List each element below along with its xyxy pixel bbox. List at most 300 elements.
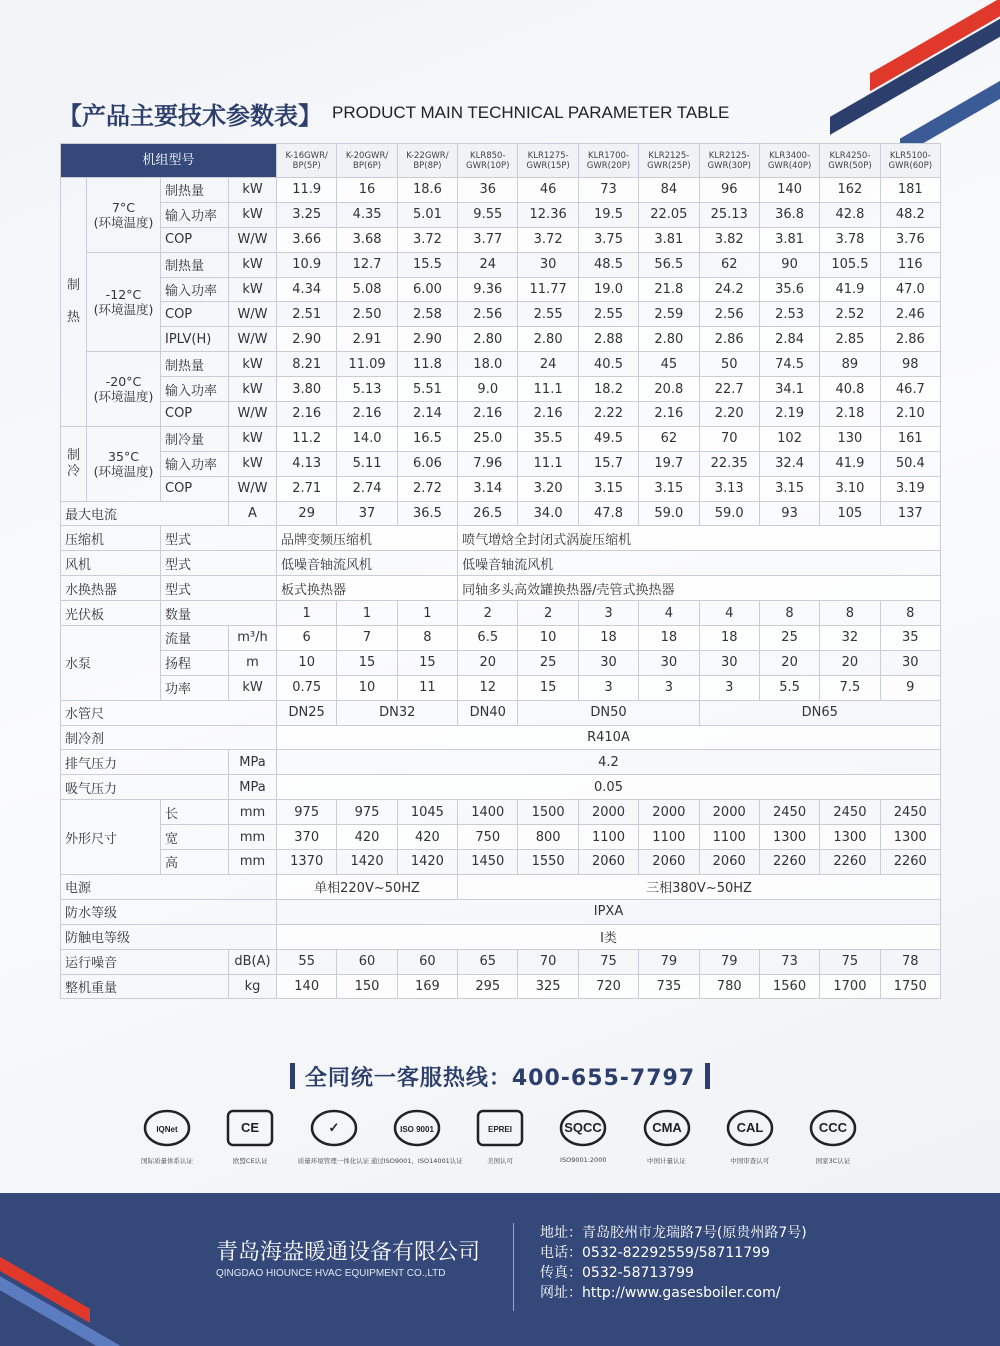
value-cell: R410A bbox=[277, 725, 941, 750]
value-cell: 2450 bbox=[759, 800, 819, 825]
value-cell: 5.01 bbox=[397, 202, 457, 227]
value-cell: 25 bbox=[518, 650, 578, 675]
table-row bbox=[61, 874, 941, 899]
value-cell: 49.5 bbox=[578, 426, 638, 451]
table-row bbox=[61, 426, 941, 451]
value-cell: 2.58 bbox=[397, 302, 457, 327]
cert-mark-icon bbox=[808, 1108, 858, 1148]
unit-cell: m bbox=[229, 650, 277, 675]
value-cell: 18 bbox=[639, 626, 699, 651]
unit-cell: mm bbox=[229, 825, 277, 850]
value-cell: 975 bbox=[337, 800, 397, 825]
sub-label: 型式 bbox=[161, 526, 277, 551]
cert-caption: 通过ISO9001、ISO14001认证 bbox=[370, 1157, 463, 1165]
model-header: KLR1275- GWR(15P) bbox=[518, 144, 578, 178]
unit-cell: W/W bbox=[229, 476, 277, 501]
unit-cell: W/W bbox=[229, 327, 277, 352]
value-cell: 12 bbox=[458, 675, 518, 700]
value-cell: 2260 bbox=[759, 850, 819, 875]
value-cell: 60 bbox=[337, 949, 397, 974]
table-row bbox=[61, 750, 941, 775]
value-cell: DN32 bbox=[337, 700, 458, 725]
value-cell: 10 bbox=[337, 675, 397, 700]
value-cell: 780 bbox=[699, 974, 759, 999]
value-cell: 15.5 bbox=[397, 252, 457, 277]
value-cell: 20 bbox=[820, 650, 880, 675]
value-cell: 15 bbox=[337, 650, 397, 675]
fax-text: 传真：0532-58713799 bbox=[540, 1265, 694, 1281]
sub-label: 数量 bbox=[161, 601, 277, 626]
footer-decoration bbox=[0, 1250, 130, 1346]
value-cell: 45 bbox=[639, 352, 699, 377]
value-cell: 19.0 bbox=[578, 277, 638, 302]
model-header: KLR1700- GWR(20P) bbox=[578, 144, 638, 178]
company-name-en: QINGDAO HIOUNCE HVAC EQUIPMENT CO.,LTD bbox=[216, 1268, 446, 1279]
param-name: 长 bbox=[161, 800, 229, 825]
param-name: COP bbox=[161, 476, 229, 501]
phone-text: 电话：0532-82292559/58711799 bbox=[540, 1245, 770, 1261]
value-cell: 9.36 bbox=[458, 277, 518, 302]
value-cell: 1100 bbox=[699, 825, 759, 850]
temp-condition: -12°C (环境温度) bbox=[87, 252, 161, 352]
unit-cell: W/W bbox=[229, 302, 277, 327]
unit-cell: kW bbox=[229, 178, 277, 203]
value-cell: 62 bbox=[699, 252, 759, 277]
value-cell: 6.5 bbox=[458, 626, 518, 651]
address-text: 地址：青岛胶州市龙瑞路7号(原贵州路7号) bbox=[540, 1225, 807, 1241]
value-cell: 62 bbox=[639, 426, 699, 451]
value-cell: 60 bbox=[397, 949, 457, 974]
value-cell: 169 bbox=[397, 974, 457, 999]
value-cell: 7 bbox=[337, 626, 397, 651]
table-row bbox=[61, 825, 941, 850]
hotline-text: 全同统一客服热线：400-655-7797 bbox=[304, 1065, 696, 1091]
value-cell: 102 bbox=[759, 426, 819, 451]
value-cell: 2.56 bbox=[699, 302, 759, 327]
certification-logos bbox=[130, 1108, 870, 1174]
value-cell: 25.13 bbox=[699, 202, 759, 227]
table-row bbox=[61, 850, 941, 875]
value-cell: 420 bbox=[397, 825, 457, 850]
value-cell: 4.2 bbox=[277, 750, 941, 775]
sub-label: 型式 bbox=[161, 576, 277, 601]
row-label: 防触电等级 bbox=[61, 924, 277, 949]
value-cell: 2.16 bbox=[518, 402, 578, 427]
value-cell: 11.1 bbox=[518, 451, 578, 476]
value-cell: 7.96 bbox=[458, 451, 518, 476]
value-cell: 161 bbox=[880, 426, 940, 451]
param-name: COP bbox=[161, 402, 229, 427]
row-label: 光伏板 bbox=[61, 601, 161, 626]
value-cell: 24 bbox=[518, 352, 578, 377]
value-cell: 32.4 bbox=[759, 451, 819, 476]
value-cell: 24 bbox=[458, 252, 518, 277]
param-name: 输入功率 bbox=[161, 277, 229, 302]
value-cell: 70 bbox=[699, 426, 759, 451]
cert-mark-icon bbox=[558, 1108, 608, 1148]
value-cell: 2060 bbox=[639, 850, 699, 875]
value-cell: 10 bbox=[518, 626, 578, 651]
value-cell: 32 bbox=[820, 626, 880, 651]
table-row bbox=[61, 700, 941, 725]
value-cell: 22.05 bbox=[639, 202, 699, 227]
value-cell: 720 bbox=[578, 974, 638, 999]
value-cell: 18 bbox=[699, 626, 759, 651]
value-cell: 79 bbox=[699, 949, 759, 974]
value-cell: 56.5 bbox=[639, 252, 699, 277]
table-row bbox=[61, 252, 941, 277]
value-cell: 4 bbox=[639, 601, 699, 626]
value-cell: 2000 bbox=[699, 800, 759, 825]
value-cell: 89 bbox=[820, 352, 880, 377]
table-row bbox=[61, 974, 941, 999]
cert-mark-icon bbox=[475, 1108, 525, 1148]
title-en: PRODUCT MAIN TECHNICAL PARAMETER TABLE bbox=[332, 103, 730, 122]
cert-caption: ISO9001:2000 bbox=[560, 1156, 607, 1164]
value-cell: 1750 bbox=[880, 974, 940, 999]
value-cell: 5.5 bbox=[759, 675, 819, 700]
unit-cell: MPa bbox=[229, 750, 277, 775]
value-cell: 2.16 bbox=[277, 402, 337, 427]
value-cell: 162 bbox=[820, 178, 880, 203]
value-cell: 40.8 bbox=[820, 377, 880, 402]
value-cell: 30 bbox=[639, 650, 699, 675]
value-cell: 34.0 bbox=[518, 501, 578, 526]
row-label: 吸气压力 bbox=[61, 775, 229, 800]
value-cell: 2.90 bbox=[277, 327, 337, 352]
value-cell: 8.21 bbox=[277, 352, 337, 377]
value-cell: 1560 bbox=[759, 974, 819, 999]
value-cell: 6.00 bbox=[397, 277, 457, 302]
row-label: 电源 bbox=[61, 874, 277, 899]
value-cell: 735 bbox=[639, 974, 699, 999]
table-row bbox=[61, 526, 941, 551]
value-cell: 2 bbox=[458, 601, 518, 626]
value-cell: 1 bbox=[397, 601, 457, 626]
value-cell: 11.8 bbox=[397, 352, 457, 377]
value-cell: 3.68 bbox=[337, 227, 397, 252]
table-row bbox=[61, 601, 941, 626]
value-cell: 3 bbox=[639, 675, 699, 700]
value-cell: 3.81 bbox=[759, 227, 819, 252]
unit-cell: kW bbox=[229, 352, 277, 377]
value-cell: 2.80 bbox=[458, 327, 518, 352]
website-link[interactable]: 网址：http://www.gasesboiler.com/ bbox=[540, 1285, 781, 1301]
value-cell: 30 bbox=[880, 650, 940, 675]
value-cell: 140 bbox=[277, 974, 337, 999]
cert-logo bbox=[297, 1108, 371, 1174]
value-cell: 36 bbox=[458, 178, 518, 203]
value-cell: 单相220V~50HZ bbox=[277, 874, 458, 899]
value-cell: 3 bbox=[578, 675, 638, 700]
param-name: 输入功率 bbox=[161, 202, 229, 227]
value-cell: 22.35 bbox=[699, 451, 759, 476]
value-cell: 1550 bbox=[518, 850, 578, 875]
value-cell: 29 bbox=[277, 501, 337, 526]
value-cell: 20.8 bbox=[639, 377, 699, 402]
value-cell: 40.5 bbox=[578, 352, 638, 377]
value-cell: 3.66 bbox=[277, 227, 337, 252]
table-row bbox=[61, 725, 941, 750]
value-cell: 150 bbox=[337, 974, 397, 999]
value-cell: 2.22 bbox=[578, 402, 638, 427]
unit-cell: kW bbox=[229, 426, 277, 451]
header-label: 机组型号 bbox=[61, 144, 277, 178]
value-cell: 3.13 bbox=[699, 476, 759, 501]
cert-mark-icon bbox=[392, 1108, 442, 1148]
table-row bbox=[61, 227, 941, 252]
cert-logo bbox=[370, 1108, 463, 1174]
value-cell: DN40 bbox=[458, 700, 518, 725]
value-cell: 2 bbox=[518, 601, 578, 626]
value-cell: 10 bbox=[277, 650, 337, 675]
value-cell: 35.6 bbox=[759, 277, 819, 302]
table-row bbox=[61, 576, 941, 601]
row-label: 制冷剂 bbox=[61, 725, 277, 750]
value-cell: 48.2 bbox=[880, 202, 940, 227]
value-cell: 2000 bbox=[639, 800, 699, 825]
value-cell: 14.0 bbox=[337, 426, 397, 451]
temp-condition: 35°C (环境温度) bbox=[87, 426, 161, 501]
value-cell: 78 bbox=[880, 949, 940, 974]
value-cell: 2.86 bbox=[880, 327, 940, 352]
value-cell: 50 bbox=[699, 352, 759, 377]
unit-cell: W/W bbox=[229, 402, 277, 427]
value-cell: 2.86 bbox=[699, 327, 759, 352]
model-header: KLR4250- GWR(50P) bbox=[820, 144, 880, 178]
value-cell: 2.80 bbox=[518, 327, 578, 352]
hotline-bar-right bbox=[705, 1063, 710, 1089]
param-name: 制热量 bbox=[161, 252, 229, 277]
cert-mark-icon bbox=[725, 1108, 775, 1148]
row-label: 排气压力 bbox=[61, 750, 229, 775]
value-cell: 11 bbox=[397, 675, 457, 700]
value-cell: 板式换热器 bbox=[277, 576, 458, 601]
value-cell: 36.8 bbox=[759, 202, 819, 227]
unit-cell: mm bbox=[229, 800, 277, 825]
unit-cell: kW bbox=[229, 451, 277, 476]
row-label: 运行噪音 bbox=[61, 949, 229, 974]
value-cell: 3.72 bbox=[518, 227, 578, 252]
cert-mark-icon bbox=[225, 1108, 275, 1148]
value-cell: 140 bbox=[759, 178, 819, 203]
value-cell: 48.5 bbox=[578, 252, 638, 277]
value-cell: 12.7 bbox=[337, 252, 397, 277]
value-cell: 65 bbox=[458, 949, 518, 974]
value-cell: 2.84 bbox=[759, 327, 819, 352]
value-cell: 2.88 bbox=[578, 327, 638, 352]
value-cell: 2.72 bbox=[397, 476, 457, 501]
value-cell: 11.9 bbox=[277, 178, 337, 203]
value-cell: 3.81 bbox=[639, 227, 699, 252]
value-cell: 30 bbox=[518, 252, 578, 277]
value-cell: 105.5 bbox=[820, 252, 880, 277]
row-label: 水换热器 bbox=[61, 576, 161, 601]
table-row bbox=[61, 451, 941, 476]
value-cell: 5.51 bbox=[397, 377, 457, 402]
param-name: 流量 bbox=[161, 626, 229, 651]
table-row bbox=[61, 302, 941, 327]
value-cell: 同轴多头高效罐换热器/壳管式换热器 bbox=[458, 576, 941, 601]
value-cell: 1420 bbox=[397, 850, 457, 875]
table-row bbox=[61, 327, 941, 352]
value-cell: 8 bbox=[880, 601, 940, 626]
value-cell: 2.53 bbox=[759, 302, 819, 327]
value-cell: 90 bbox=[759, 252, 819, 277]
row-label: 最大电流 bbox=[61, 501, 229, 526]
value-cell: 105 bbox=[820, 501, 880, 526]
row-label: 水管尺 bbox=[61, 700, 277, 725]
value-cell: 84 bbox=[639, 178, 699, 203]
value-cell: 低噪音轴流风机 bbox=[458, 551, 941, 576]
cert-mark-icon bbox=[642, 1108, 692, 1148]
value-cell: 4.35 bbox=[337, 202, 397, 227]
value-cell: 2.52 bbox=[820, 302, 880, 327]
heating-label: 制 热 bbox=[61, 178, 87, 427]
value-cell: 2260 bbox=[880, 850, 940, 875]
value-cell: 2.91 bbox=[337, 327, 397, 352]
value-cell: 15.7 bbox=[578, 451, 638, 476]
value-cell: 2.16 bbox=[337, 402, 397, 427]
param-name: 制热量 bbox=[161, 352, 229, 377]
table-row bbox=[61, 402, 941, 427]
row-label: 外形尺寸 bbox=[61, 800, 161, 875]
value-cell: 9.0 bbox=[458, 377, 518, 402]
value-cell: 5.11 bbox=[337, 451, 397, 476]
value-cell: 35 bbox=[880, 626, 940, 651]
value-cell: 5.13 bbox=[337, 377, 397, 402]
model-header: KLR3400- GWR(40P) bbox=[759, 144, 819, 178]
value-cell: 36.5 bbox=[397, 501, 457, 526]
table-row bbox=[61, 800, 941, 825]
value-cell: 37 bbox=[337, 501, 397, 526]
value-cell: 3.77 bbox=[458, 227, 518, 252]
value-cell: 0.75 bbox=[277, 675, 337, 700]
value-cell: 181 bbox=[880, 178, 940, 203]
cert-caption: 中国审查认可 bbox=[730, 1157, 770, 1165]
unit-cell: kW bbox=[229, 202, 277, 227]
value-cell: 19.7 bbox=[639, 451, 699, 476]
value-cell: 3.19 bbox=[880, 476, 940, 501]
table-row bbox=[61, 949, 941, 974]
unit-cell: A bbox=[229, 501, 277, 526]
value-cell: 2.90 bbox=[397, 327, 457, 352]
table-row bbox=[61, 775, 941, 800]
table-row bbox=[61, 626, 941, 651]
value-cell: 34.1 bbox=[759, 377, 819, 402]
hotline-bar-left bbox=[290, 1063, 295, 1089]
unit-cell: m³/h bbox=[229, 626, 277, 651]
value-cell: 品牌变频压缩机 bbox=[277, 526, 458, 551]
model-header: K-22GWR/ BP(8P) bbox=[397, 144, 457, 178]
value-cell: 喷气增焓全封闭式涡旋压缩机 bbox=[458, 526, 941, 551]
value-cell: 47.8 bbox=[578, 501, 638, 526]
value-cell: 800 bbox=[518, 825, 578, 850]
value-cell: 0.05 bbox=[277, 775, 941, 800]
value-cell: 2.56 bbox=[458, 302, 518, 327]
value-cell: 2.85 bbox=[820, 327, 880, 352]
value-cell: 130 bbox=[820, 426, 880, 451]
value-cell: 2000 bbox=[578, 800, 638, 825]
value-cell: 30 bbox=[578, 650, 638, 675]
value-cell: 21.8 bbox=[639, 277, 699, 302]
value-cell: 98 bbox=[880, 352, 940, 377]
value-cell: 975 bbox=[277, 800, 337, 825]
value-cell: 15 bbox=[518, 675, 578, 700]
value-cell: 6.06 bbox=[397, 451, 457, 476]
value-cell: DN25 bbox=[277, 700, 337, 725]
model-header: K-20GWR/ BP(6P) bbox=[337, 144, 397, 178]
value-cell: 41.9 bbox=[820, 451, 880, 476]
unit-cell: W/W bbox=[229, 227, 277, 252]
param-name: 制冷量 bbox=[161, 426, 229, 451]
value-cell: 2.16 bbox=[458, 402, 518, 427]
value-cell: 74.5 bbox=[759, 352, 819, 377]
cert-logo bbox=[546, 1108, 620, 1174]
value-cell: 420 bbox=[337, 825, 397, 850]
value-cell: 3.25 bbox=[277, 202, 337, 227]
model-header: KLR5100- GWR(60P) bbox=[880, 144, 940, 178]
unit-cell: mm bbox=[229, 850, 277, 875]
value-cell: 9 bbox=[880, 675, 940, 700]
value-cell: 325 bbox=[518, 974, 578, 999]
value-cell: 1500 bbox=[518, 800, 578, 825]
value-cell: 1300 bbox=[880, 825, 940, 850]
value-cell: 93 bbox=[759, 501, 819, 526]
value-cell: 2.20 bbox=[699, 402, 759, 427]
table-row bbox=[61, 924, 941, 949]
value-cell: 3.80 bbox=[277, 377, 337, 402]
value-cell: 24.2 bbox=[699, 277, 759, 302]
svg-text:ISO 9001: ISO 9001 bbox=[399, 1125, 434, 1134]
value-cell: 2.71 bbox=[277, 476, 337, 501]
value-cell: 59.0 bbox=[699, 501, 759, 526]
row-label: 水泵 bbox=[61, 626, 161, 701]
value-cell: 25.0 bbox=[458, 426, 518, 451]
value-cell: 1450 bbox=[458, 850, 518, 875]
value-cell: 75 bbox=[820, 949, 880, 974]
value-cell: 2.18 bbox=[820, 402, 880, 427]
value-cell: 三相380V~50HZ bbox=[458, 874, 941, 899]
value-cell: 750 bbox=[458, 825, 518, 850]
unit-cell: kW bbox=[229, 277, 277, 302]
unit-cell: dB(A) bbox=[229, 949, 277, 974]
value-cell: 8 bbox=[759, 601, 819, 626]
param-name: 高 bbox=[161, 850, 229, 875]
value-cell: 2450 bbox=[880, 800, 940, 825]
param-name: IPLV(H) bbox=[161, 327, 229, 352]
value-cell: 1300 bbox=[759, 825, 819, 850]
value-cell: 3.78 bbox=[820, 227, 880, 252]
cert-logo bbox=[130, 1108, 204, 1174]
value-cell: 3.72 bbox=[397, 227, 457, 252]
value-cell: 2260 bbox=[820, 850, 880, 875]
svg-text:CE: CE bbox=[241, 1120, 260, 1135]
value-cell: 18.0 bbox=[458, 352, 518, 377]
cert-logo bbox=[796, 1108, 870, 1174]
value-cell: 11.77 bbox=[518, 277, 578, 302]
value-cell: 295 bbox=[458, 974, 518, 999]
value-cell: 370 bbox=[277, 825, 337, 850]
value-cell: 55 bbox=[277, 949, 337, 974]
row-label: 防水等级 bbox=[61, 899, 277, 924]
value-cell: 5.08 bbox=[337, 277, 397, 302]
value-cell: 2450 bbox=[820, 800, 880, 825]
value-cell: 12.36 bbox=[518, 202, 578, 227]
table-row bbox=[61, 377, 941, 402]
param-name: 输入功率 bbox=[161, 377, 229, 402]
table-row bbox=[61, 675, 941, 700]
